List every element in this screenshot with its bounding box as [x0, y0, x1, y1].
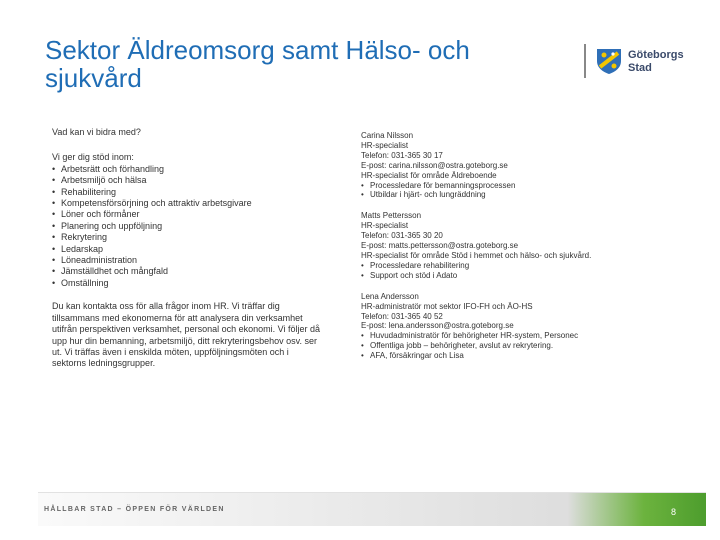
contact-email: E-post: matts.pettersson@ostra.goteborg.se — [361, 241, 519, 251]
contact-phone: Telefon: 031-365 40 52 — [361, 311, 443, 321]
contact-card — [361, 131, 661, 200]
logo-divider — [584, 44, 586, 78]
support-item: • Planering och uppföljning — [52, 221, 327, 232]
contact-responsibility: • Processledare rehabilitering — [361, 261, 661, 271]
contact-responsibility: • Support och stöd i Adato — [361, 271, 661, 281]
support-item: • Löner och förmåner — [52, 209, 327, 220]
logo-wordmark: Göteborgs Stad — [628, 49, 684, 74]
contact-extra: HR-specialist för område Stöd i hemmet och hälso- och sjukvård. — [361, 250, 592, 260]
support-item: • Omställning — [52, 278, 327, 289]
support-item: • Arbetsrätt och förhandling — [52, 164, 327, 175]
contact-card — [361, 211, 661, 280]
contact-responsibilities — [361, 181, 661, 201]
contact-extra: HR-specialist för område Äldreboende — [361, 170, 497, 180]
contact-responsibility: • Huvudadministratör för behörigheter HR-system, Personec — [361, 331, 661, 341]
contact-responsibility: • AFA, försäkringar och Lisa — [361, 351, 661, 361]
page-number: 8 — [670, 507, 676, 517]
goteborgs-stad-logo — [584, 44, 694, 80]
section-heading: Vad kan vi bidra med? — [52, 127, 141, 137]
support-item: • Rehabilitering — [52, 187, 327, 198]
support-list — [52, 164, 327, 289]
support-intro: Vi ger dig stöd inom: — [52, 152, 134, 163]
contact-responsibilities — [361, 331, 661, 361]
support-item: • Ledarskap — [52, 244, 327, 255]
city-crest-icon — [596, 47, 622, 75]
footer-band — [38, 492, 706, 526]
support-item: • Rekrytering — [52, 232, 327, 243]
footer-tagline: HÅLLBAR STAD – ÖPPEN FÖR VÄRLDEN — [44, 506, 225, 513]
support-item: • Jämställdhet och mångfald — [52, 266, 327, 277]
contact-role: HR-specialist — [361, 221, 409, 231]
contact-phone: Telefon: 031-365 30 20 — [361, 231, 443, 241]
contact-responsibility: • Offentliga jobb – behörigheter, avslut av rekrytering. — [361, 341, 661, 351]
contact-email: E-post: carina.nilsson@ostra.goteborg.se — [361, 160, 508, 170]
support-item: • Kompetensförsörjning och attraktiv arbetsgivare — [52, 198, 327, 209]
contact-responsibility: • Processledare för bemanningsprocessen — [361, 181, 661, 191]
contact-email: E-post: lena.andersson@ostra.goteborg.se — [361, 321, 514, 331]
contact-card — [361, 292, 661, 361]
contact-name: Matts Pettersson — [361, 211, 422, 221]
contact-role: HR-specialist — [361, 140, 409, 150]
support-section — [52, 127, 327, 370]
contact-role: HR-administratör mot sektor IFO-FH och ÄO-HS — [361, 301, 533, 311]
footer-accent — [568, 493, 706, 526]
contacts-section — [361, 131, 661, 372]
contact-phone: Telefon: 031-365 30 17 — [361, 150, 443, 160]
contact-paragraph: Du kan kontakta oss för alla frågor inom HR. Vi träffar dig tillsammans med ekonomerna för att analysera din verksamhet utifrån perspektiven verksamhet, personal och ekonomi. Vi följer då upp hur din bemanning, arbetsmiljö, ditt rekryteringsbehov osv. ser ut. Vi träffas även i enskilda möten, uppföljningsmöten och i sektorns ledningsgrupper. — [52, 301, 320, 369]
contact-name: Lena Andersson — [361, 291, 419, 301]
support-item: • Arbetsmiljö och hälsa — [52, 175, 327, 186]
contact-name: Carina Nilsson — [361, 131, 414, 140]
page-title: Sektor Äldreomsorg samt Hälso- och sjukvård — [45, 35, 470, 93]
support-item: • Löneadministration — [52, 255, 327, 266]
contact-responsibilities — [361, 261, 661, 281]
contact-responsibility: • Utbildar i hjärt- och lungräddning — [361, 190, 661, 200]
